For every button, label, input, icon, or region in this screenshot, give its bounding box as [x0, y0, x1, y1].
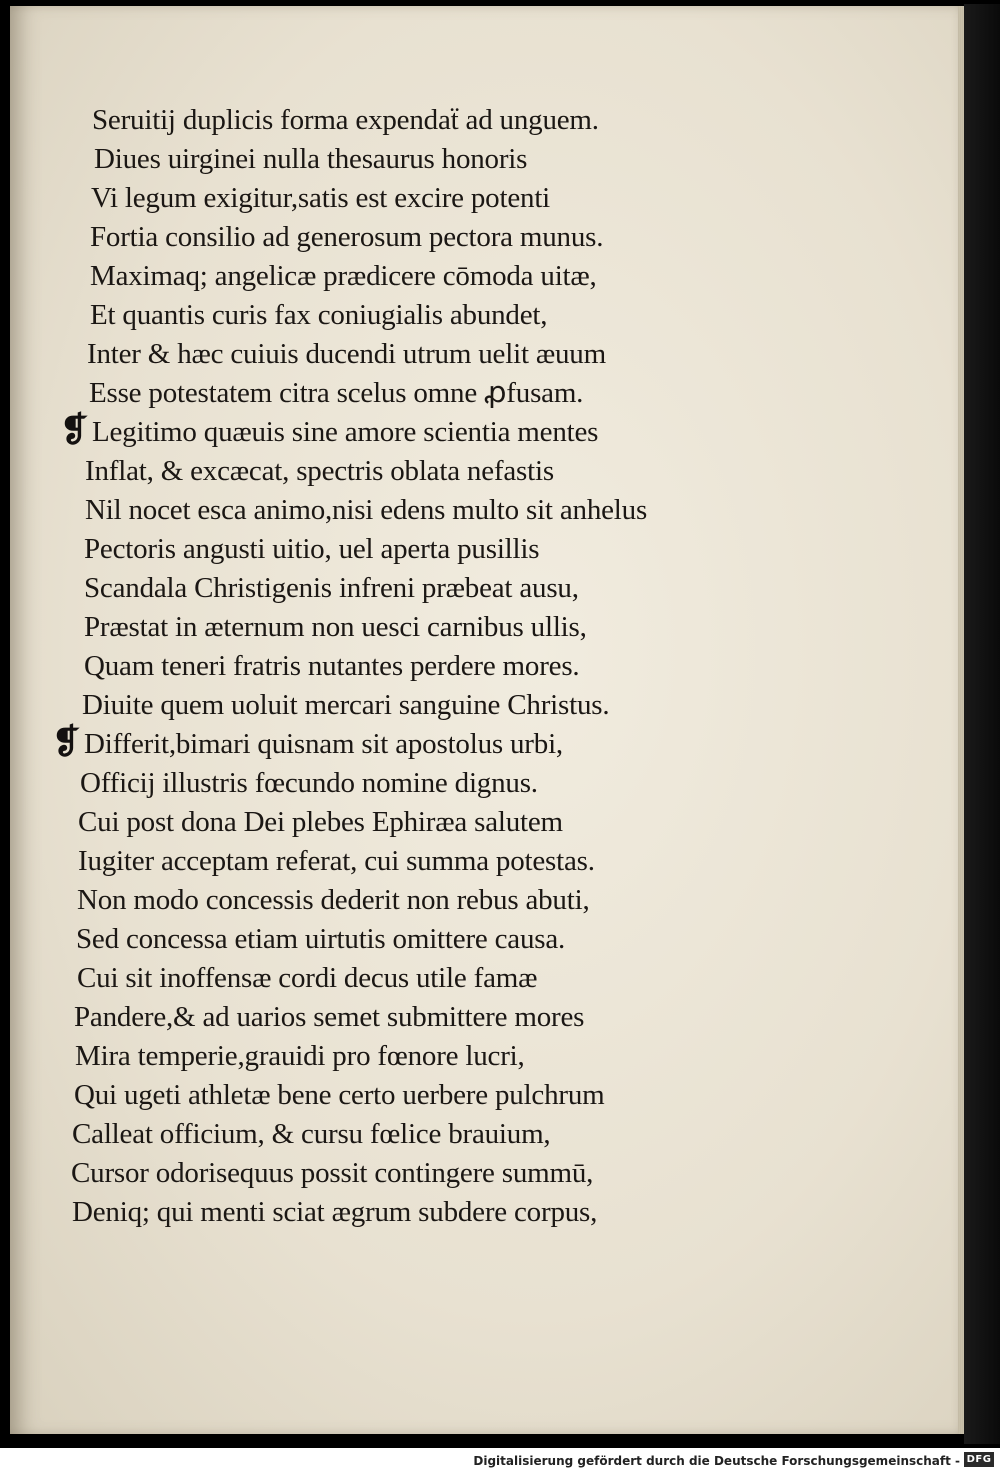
verse-line: Quam teneri fratris nutantes perdere mores. [84, 650, 580, 682]
pilcrow-mark: ❡ [52, 724, 81, 761]
verse-line: Iugiter acceptam referat, cui summa potestas. [78, 845, 595, 877]
verse-line: Diues uirginei nulla thesaurus honoris [94, 143, 528, 175]
verse-line: Et quantis curis fax coniugialis abundet, [90, 299, 548, 331]
verse-line: Sed concessa etiam uirtutis omittere causa. [76, 923, 566, 955]
verse-line: Cui post dona Dei plebes Ephiræa salutem [78, 806, 563, 838]
verse-line: Præstat in æternum non uesci carnibus ullis, [84, 611, 587, 643]
verse-line: Vi legum exigitur,satis est excire potenti [91, 182, 551, 214]
verse-line: Deniq; qui menti sciat ægrum subdere corpus, [72, 1196, 598, 1228]
scan-border [964, 4, 1000, 1444]
pilcrow-mark: ❡ [60, 412, 89, 449]
verse-line: Pandere,& ad uarios semet submittere mores [74, 1001, 585, 1033]
verse-line: Cui sit inoffensæ cordi decus utile famæ [77, 962, 538, 994]
verse-line: Calleat officium, & cursu fœlice brauium, [72, 1118, 551, 1150]
verse-line: Scandala Christigenis infreni præbeat ausu, [84, 572, 579, 604]
verse-line: Diuite quem uoluit mercari sanguine Christus. [82, 689, 610, 721]
verse-line: Nil nocet esca animo,nisi edens multo sit anhelus [85, 494, 648, 526]
verse-line: Legitimo quæuis sine amore scientia mentes [92, 416, 599, 448]
verse-line: Inflat, & excæcat, spectris oblata nefastis [85, 455, 554, 487]
verse-line: Cursor odorisequus possit contingere summū, [71, 1157, 594, 1189]
verse-line: Mira temperie,grauidi pro fœnore lucri, [75, 1040, 525, 1072]
verse-line: Non modo concessis dederit non rebus abuti, [77, 884, 590, 916]
verse-line: Pectoris angusti uitio, uel aperta pusillis [84, 533, 540, 565]
verse-line: Esse potestatem citra scelus omne ꝓfusam. [89, 377, 584, 409]
verse-line: Fortia consilio ad generosum pectora munus. [90, 221, 604, 253]
verse-line: Differit,bimari quisnam sit apostolus urbi, [84, 728, 563, 760]
verse-line: Seruitij duplicis forma expendaẗ ad unguem. [92, 104, 599, 136]
verse-line: Qui ugeti athletæ bene certo uerbere pulchrum [74, 1079, 605, 1111]
verse-line: Officij illustris fœcundo nomine dignus. [80, 767, 538, 799]
funding-credit: Digitalisierung gefördert durch die Deutsche Forschungsgemeinschaft - [473, 1454, 960, 1468]
verse-line: Maximaq; angelicæ prædicere cōmoda uitæ, [90, 260, 597, 292]
dfg-logo: DFG [964, 1452, 994, 1467]
verse-line: Inter & hæc cuiuis ducendi utrum uelit æuum [87, 338, 606, 370]
